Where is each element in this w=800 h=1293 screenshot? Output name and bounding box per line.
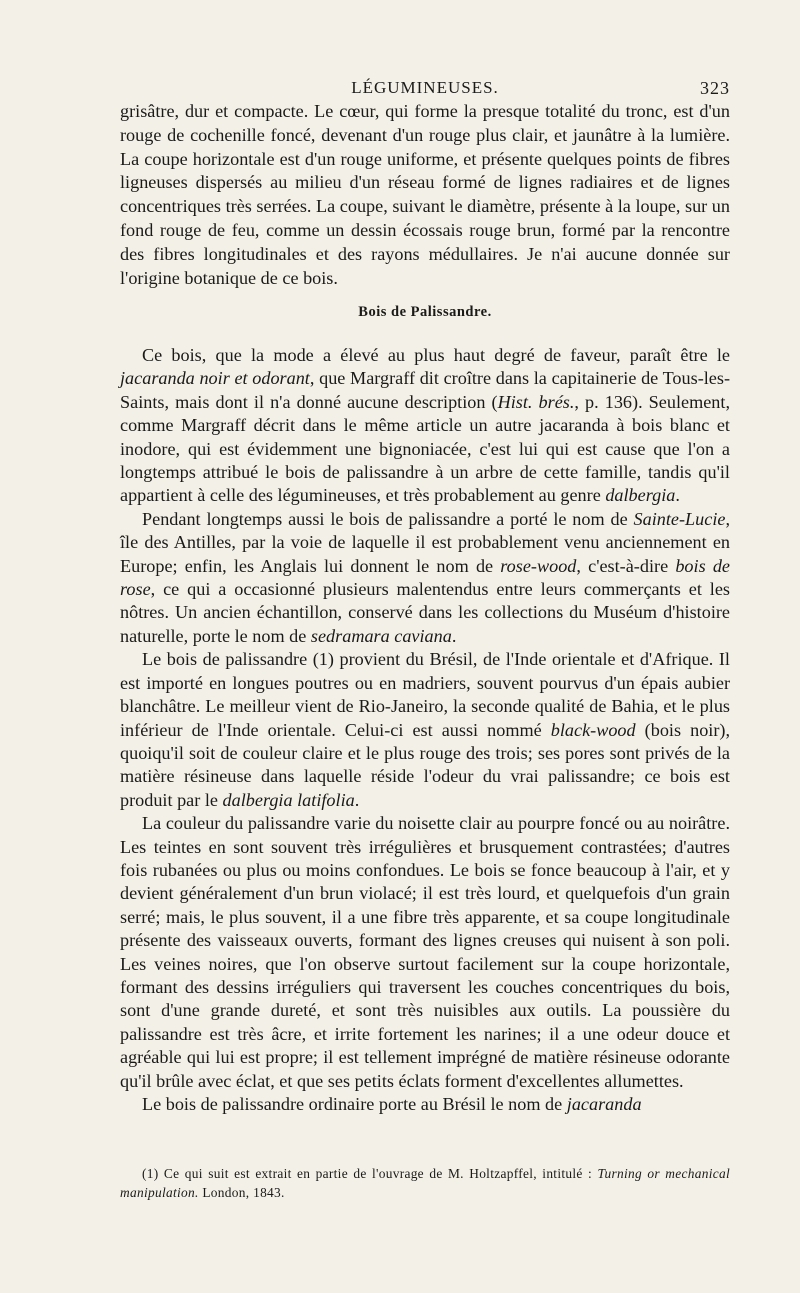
p2-italic-2: rose-wood (500, 555, 577, 576)
footnote-text-b: London, 1843. (198, 1185, 285, 1200)
p2-italic-3: bois de rose (120, 555, 730, 600)
intro-text (120, 100, 730, 290)
p2-italic-1: Sainte-Lucie (633, 508, 726, 529)
footnote-italic-1: Turning or mechanical manipulation. (120, 1166, 730, 1200)
footnote (120, 1164, 730, 1202)
paragraph-4: La couleur du palissandre varie du noisette clair au pourpre foncé ou au noirâtre. Les teintes en sont souvent très irrégulières et brusquement contrastées; d'autres fois rubanées ou plus ou moins confondues. Le bois se fonce beaucoup à l'air, et y devient généralement d'un brun violacé; il est très lourd, et quelquefois d'un grain serré; mais, le plus souvent, il a une fibre très apparente, et sa coupe longitudinale présente des vaisseaux ouverts, formant des lignes creuses qui nuisent à son poli. Les veines noires, que l'on observe surtout facilement sur la coupe horizontale, formant des dessins irréguliers qui traversent les couches concentriques du bois, sont d'une grande dureté, et sont très nuisibles aux outils. La poussière du palissandre est très âcre, et irrite fortement les narines; il a une odeur douce et agréable qui lui est propre; il est tellement imprégné de matière résineuse odorante qu'il brûle avec éclat, et que ses petits éclats forment d'excellentes allumettes. (120, 813, 730, 1091)
p2-text-d: , ce qui a occasionné plusieurs malentendus entre leurs commerçants et les nôtres. Un ancien échantillon, conservé dans les collections du Muséum d'histoire naturelle, porte le nom de (120, 579, 730, 646)
section-body (120, 344, 730, 1116)
paragraph-3 (120, 648, 730, 812)
intro-paragraph: grisâtre, dur et compacte. Le cœur, qui forme la presque totalité du tronc, est d'un rouge de cochenille foncé, devenant d'un rouge plus clair, et jaunâtre à la lumière. La coupe horizontale est d'un rouge uniforme, et présente quelques points de fibres ligneuses dispersés au milieu d'un réseau formé de lignes radiaires et de lignes concentriques très serrées. La coupe, suivant le diamètre, présente à la loupe, sur un fond rouge de feu, comme un dessin écossais rouge brun, formé par la rencontre des fibres longitudinales et des rayons médullaires. Je n'ai aucune donnée sur l'origine botanique de ce bois. (120, 101, 730, 288)
running-head-title: LÉGUMINEUSES. (351, 78, 499, 97)
p5-italic-1: jacaranda (566, 1094, 642, 1114)
p1-text-c: , p. 136). Seulement, comme Margraff décrit dans le même article un autre jacaranda à bois blanc et inodore, qui est évidemment une bignoniacée, c'est lui qui est cause que l'on a longtemps attribué le bois de palissandre à un arbre de cette famille, tandis qu'il appartient à celle des légumineuses, et très probablement au genre (120, 391, 730, 506)
p2-text-b: , île des Antilles, par la voie de laquelle il est probablement venu anciennement en Europe; enfin, les Anglais lui donnent le nom de (120, 508, 730, 576)
p1-text-a: Ce bois, que la mode a élevé au plus haut degré de faveur, paraît être le (142, 345, 730, 365)
paragraph-1 (120, 344, 730, 508)
p2-text-c: , c'est-à-dire (576, 555, 676, 576)
running-head (120, 78, 730, 100)
p2-italic-4: sedramara caviana (310, 625, 452, 646)
page-number: 323 (700, 78, 730, 98)
p3-text-a: Le bois de palissandre (1) provient du Brésil, de l'Inde orientale et d'Afrique. Il est importé en longues poutres ou en madriers, souvent pourvus d'un épais aubier blanchâtre. Le meilleur vient de Rio-Janeiro, la seconde qualité de Bahia, et le plus inférieur de l'Inde orientale. Celui-ci est aussi nommé (120, 649, 730, 740)
p1-italic-1: jacaranda noir et odorant (120, 368, 310, 389)
paragraph-2 (120, 508, 730, 648)
section-title: Bois de Palissandre. (358, 304, 492, 320)
p1-text-b: , que Margraff dit croître dans la capitainerie de Tous-les-Saints, mais dont il n'a donné aucune description ( (120, 368, 731, 412)
p2-text-a: Pendant longtemps aussi le bois de palissandre a porté le nom de (142, 508, 634, 529)
p1-italic-2: Hist. brés. (497, 391, 575, 412)
p2-text-e: . (451, 625, 457, 646)
p1-italic-3: dalbergia (605, 485, 676, 506)
p3-italic-1: black-wood (550, 719, 636, 740)
p3-text-c: . (354, 789, 360, 810)
p3-text-b: (bois noir), quoiqu'il soit de couleur claire et le plus rouge des trois; ses pores sont privés de la matière résineuse dans laquelle réside l'odeur du vrai palissandre; ce bois est produit par le (120, 719, 730, 810)
footnote-text-a: (1) Ce qui suit est extrait en partie de l'ouvrage de M. Holtzapffel, intitulé : (142, 1166, 598, 1181)
p1-text-d: . (675, 485, 680, 506)
p3-italic-2: dalbergia latifolia (222, 789, 355, 810)
p5-text-a: Le bois de palissandre ordinaire porte au Brésil le nom de (142, 1094, 567, 1114)
paragraph-5 (120, 1093, 730, 1116)
